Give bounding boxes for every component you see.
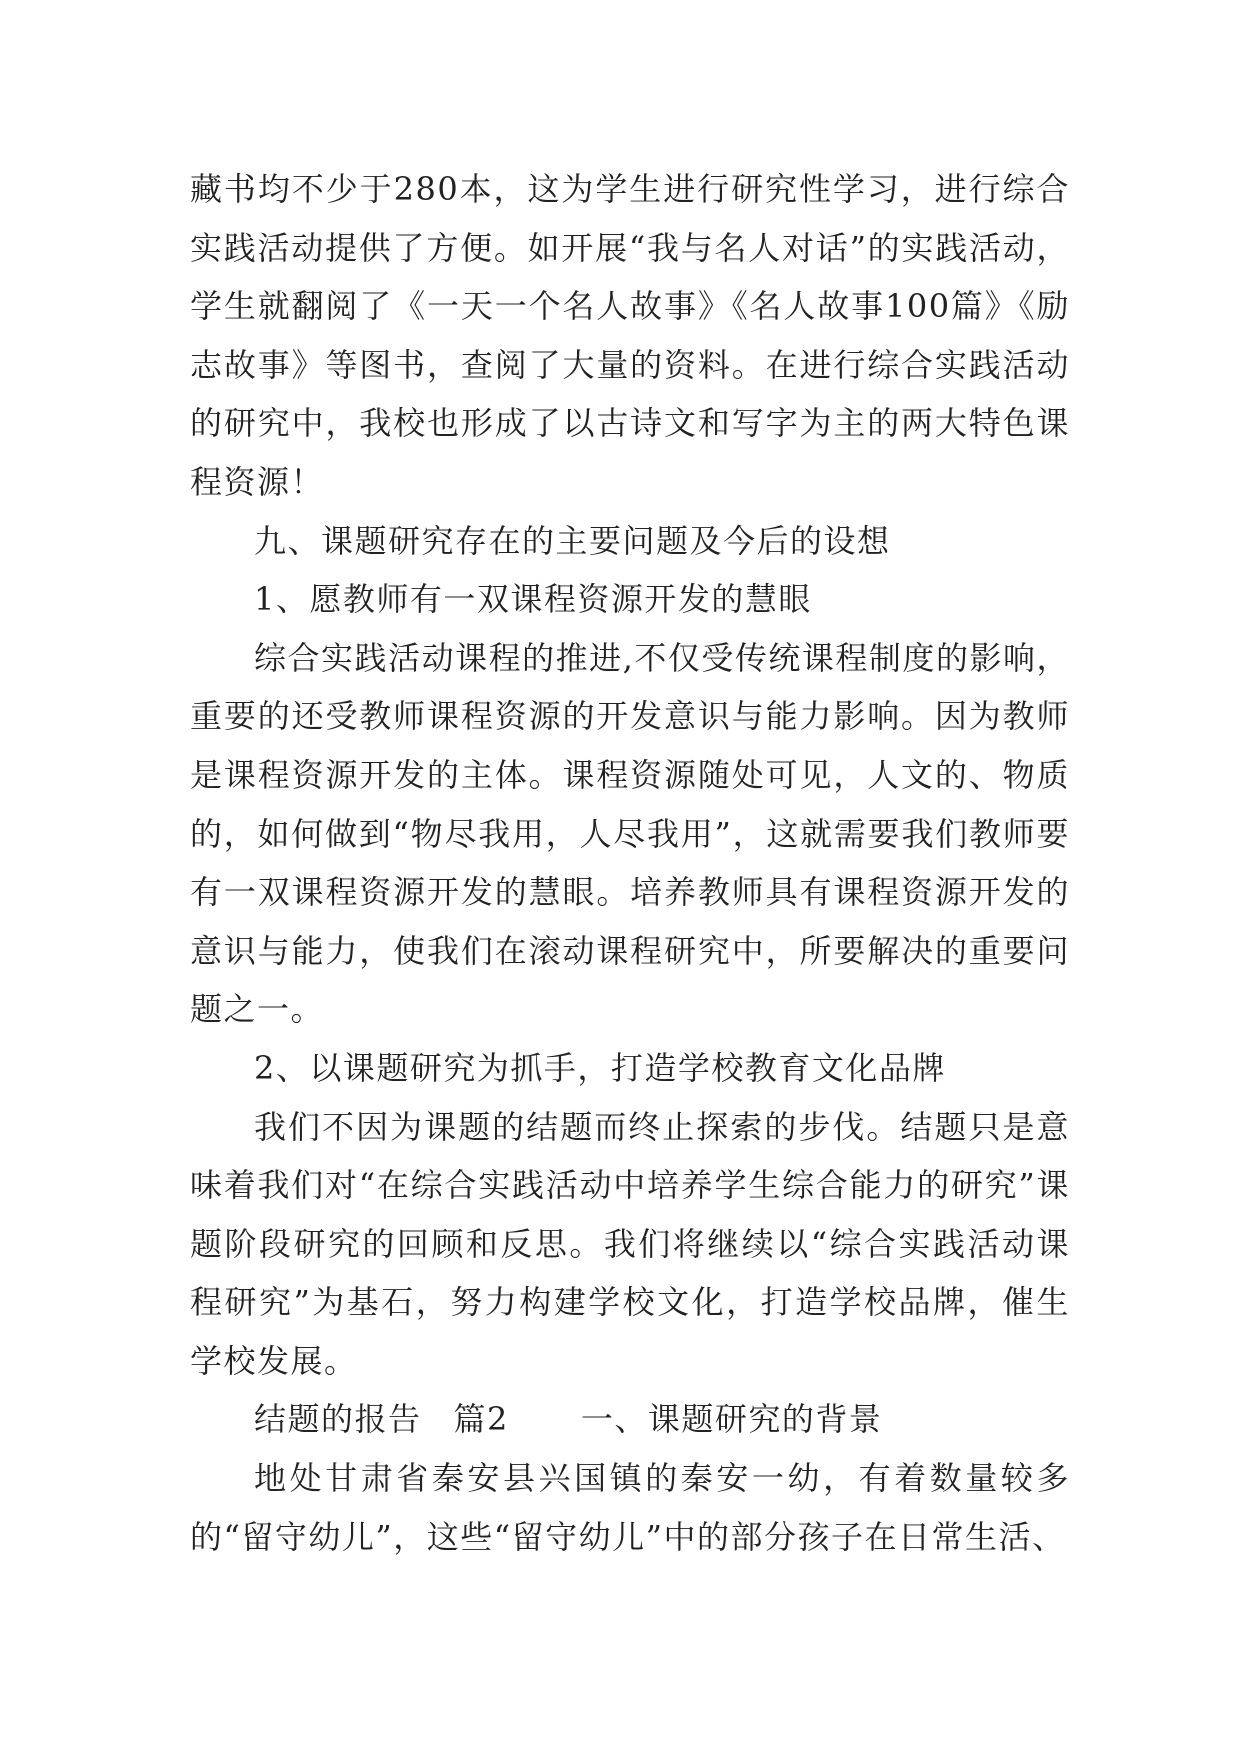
paragraph-background: 地处甘肃省秦安县兴国镇的秦安一幼，有着数量较多的“留守幼儿”，这些“留守幼儿”中的部分孩子在日常生活、 [190,1459,1070,1556]
report-title: 结题的报告 [254,1400,422,1439]
document-body [190,160,1070,1566]
report-section-heading: 一、课题研究的背景 [580,1400,883,1439]
report-heading-line [190,1390,1070,1449]
paragraph-library-resources: 藏书均不少于280本，这为学生进行研究性学习，进行综合实践活动提供了方便。如开展“我与名人对话”的实践活动，学生就翻阅了《一天一个名人故事》《名人故事100篇》《励志故事》等图书，查阅了大量的资料。在进行综合实践活动的研究中，我校也形成了以古诗文和写字为主的两大特色课程资源！ [190,170,1070,501]
paragraph-curriculum-promotion: 综合实践活动课程的推进,不仅受传统课程制度的影响，重要的还受教师课程资源的开发意识与能力影响。因为教师是课程资源开发的主体。课程资源随处可见，人文的、物质的，如何做到“物尽我用，人尽我用”，这就需要我们教师要有一双课程资源开发的慧眼。培养教师具有课程资源开发的意识与能力，使我们在滚动课程研究中，所要解决的重要问题之一。 [190,638,1070,1029]
section-heading-problems: 九、课题研究存在的主要问题及今后的设想 [254,521,891,560]
subheading-school-brand: 2、以课题研究为抓手，打造学校教育文化品牌 [254,1048,946,1087]
subheading-teacher-eye: 1、愿教师有一双课程资源开发的慧眼 [254,580,812,619]
report-part: 篇2 [453,1400,509,1439]
paragraph-continue-exploration: 我们不因为课题的结题而终止探索的步伐。结题只是意味着我们对“在综合实践活动中培养学生综合能力的研究”课题阶段研究的回顾和反思。我们将继续以“综合实践活动课程研究”为基石，努力构建学校文化，打造学校品牌，催生学校发展。 [190,1107,1070,1380]
